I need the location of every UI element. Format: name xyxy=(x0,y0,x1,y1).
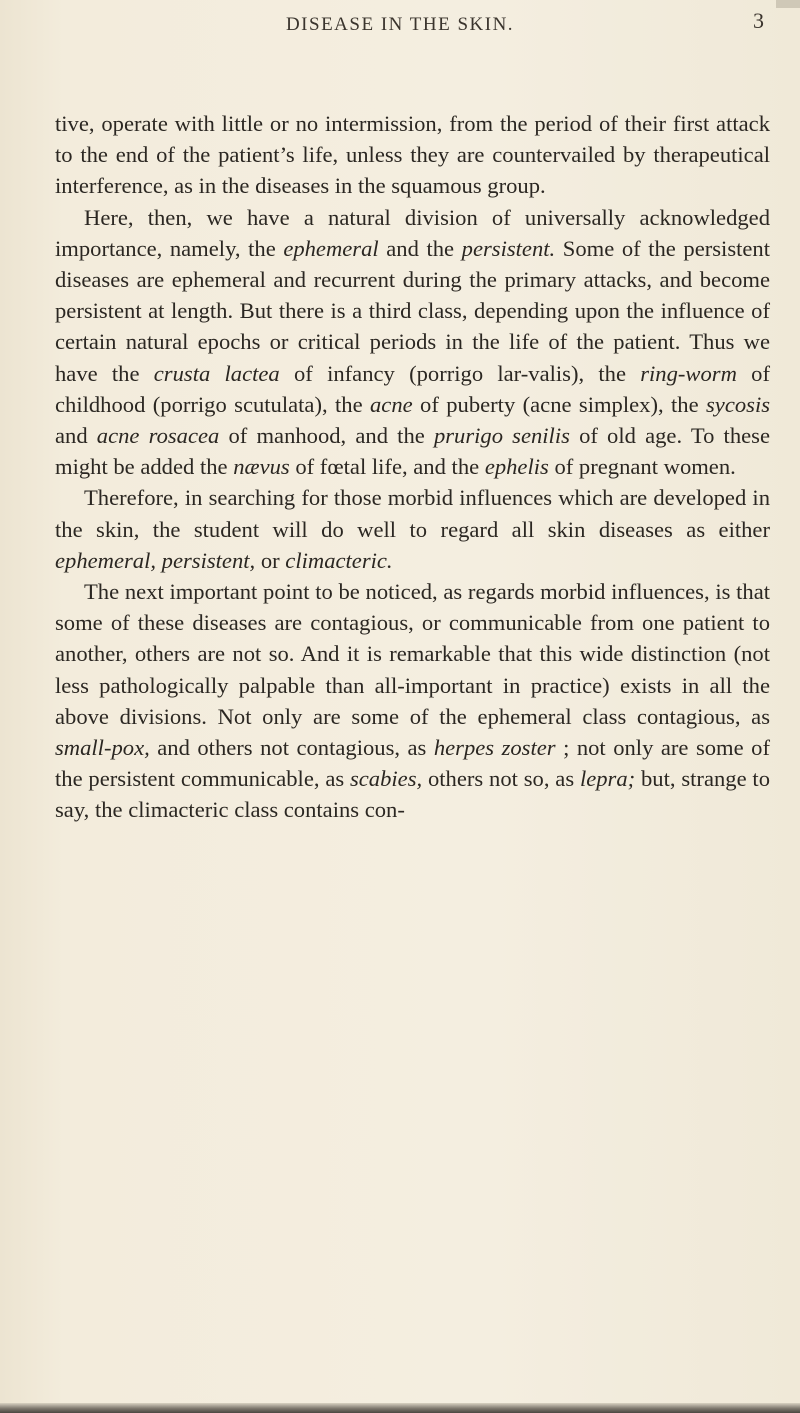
text-run: The next important point to be noticed, as regards morbid influences, is that some of these diseases are contagious, or communicable from one patient to another, others are not so. And it is remarkable that this wide distinction (not less pathologically palpable than all-important in practice) exists in all the above divisions. Not only are some of the ephemeral class contagious, as xyxy=(55,579,770,729)
italic-term: ephelis xyxy=(484,454,549,480)
italic-term: ephemeral, persistent, xyxy=(55,547,256,573)
italic-term: small-pox, xyxy=(55,735,150,761)
text-run: and the xyxy=(378,235,462,261)
italic-term: scabies, xyxy=(349,766,423,792)
italic-term: sycosis xyxy=(706,391,771,417)
paragraph-continuation xyxy=(55,108,770,202)
italic-term: persistent. xyxy=(461,235,556,261)
text-run: Therefore, in searching for those morbid influences which are developed in the skin, the student will do well to regard all skin diseases as either xyxy=(55,485,770,542)
italic-term: ring-worm xyxy=(640,360,737,386)
italic-term: acne rosacea xyxy=(96,423,220,449)
text-run: and others not contagious, as xyxy=(149,735,434,761)
page-bottom-edge xyxy=(0,1403,800,1413)
text-run: of pregnant women. xyxy=(548,454,736,480)
body-text xyxy=(55,108,770,826)
italic-term: acne xyxy=(370,391,413,417)
text-run: others not so, as xyxy=(422,766,580,792)
text-run: of infancy (porrigo lar-valis), the xyxy=(279,360,641,386)
text-run: tive, operate with little or no intermission, from the period of their first attack to the end of the patient’s life, unless they are countervailed by therapeutical interference, as in the diseases in the squamous group. xyxy=(55,111,770,199)
italic-term: prurigo senilis xyxy=(433,423,570,449)
text-run: Some of the persistent diseases are ephemeral and recurrent during the primary attacks, and become persistent at length. But there is a third class, depending upon the influence of certain natural epochs or critical periods in the life of the patient. Thus we have the xyxy=(55,235,770,386)
italic-term: ephemeral xyxy=(283,235,379,261)
text-run: of manhood, and the xyxy=(219,423,434,449)
paragraph-natural-division xyxy=(55,202,770,483)
page-number: 3 xyxy=(753,8,764,33)
text-run: Here, then, we have a natural division of universally acknowledged importance, namely, the xyxy=(55,204,770,261)
text-run: or xyxy=(255,547,286,573)
text-run: ; not only are some of the persistent communicable, as xyxy=(55,735,770,792)
italic-term: lepra; xyxy=(579,766,636,792)
italic-term: herpes zoster xyxy=(433,735,556,761)
italic-term: climacteric. xyxy=(285,547,393,573)
italic-term: nævus xyxy=(233,454,290,480)
text-run: of puberty (acne simplex), the xyxy=(412,391,706,417)
text-run: of childhood (porrigo scutulata), the xyxy=(55,360,770,417)
text-run: of old age. To these might be added the xyxy=(55,423,770,480)
page-corner-mark xyxy=(776,0,800,8)
text-run: and xyxy=(55,423,97,449)
paragraph-contagion xyxy=(55,576,770,826)
running-title: DISEASE IN THE SKIN. xyxy=(285,14,515,35)
text-run: but, strange to say, the climacteric class contains con- xyxy=(55,766,770,823)
text-run: of fœtal life, and the xyxy=(289,454,485,480)
paragraph-classification xyxy=(55,482,770,576)
running-head xyxy=(0,8,800,44)
italic-term: crusta lactea xyxy=(153,360,280,386)
